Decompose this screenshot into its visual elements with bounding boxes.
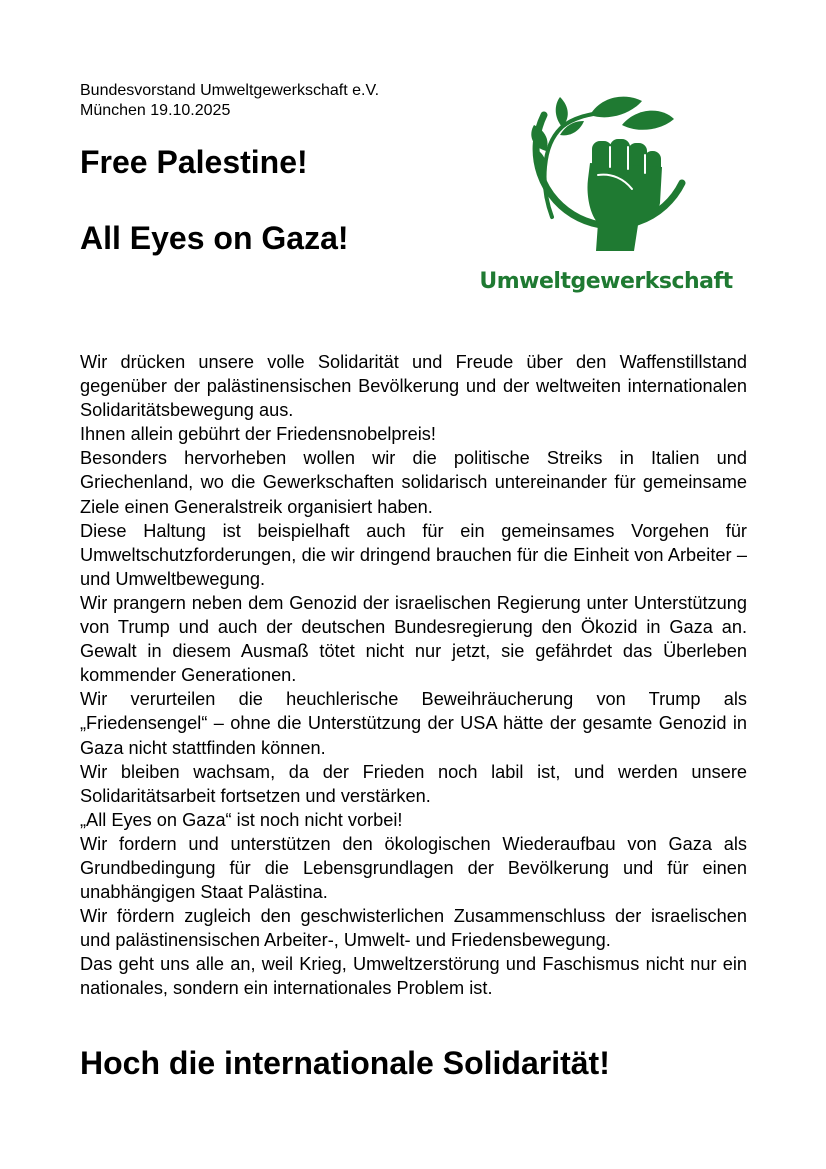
statement-body xyxy=(80,350,747,1001)
paragraph: „All Eyes on Gaza“ ist noch nicht vorbei! xyxy=(80,809,403,830)
paragraph: Besonders hervorheben wollen wir die politische Streiks in Italien und Griechenland, wo die Gewerkschaften solidarisch untereinander für gemeinsame Ziele einen Generalstreik organisiert haben. xyxy=(80,448,747,517)
paragraph: Wir fördern zugleich den geschwisterlichen Zusammenschluss der israelischen und palästinensischen Arbeiter-, Umwelt- und Friedensbewegung. xyxy=(80,906,747,951)
raised-fist-with-leaves-icon xyxy=(462,75,750,270)
paragraph: Wir fordern und unterstützen den ökologischen Wiederaufbau von Gaza als Grundbedingung für die Lebensgrundlagen der Bevölkerung und für einen unabhängigen Staat Palästina. xyxy=(80,833,747,903)
paragraph: Wir bleiben wachsam, da der Frieden noch labil ist, und werden unsere Solidaritätsarbeit fortsetzen und verstärken. xyxy=(80,761,747,806)
logo-text: Umweltgewerkschaft xyxy=(479,269,733,294)
paragraph: Wir prangern neben dem Genozid der israelischen Regierung unter Unterstützung von Trump und auch der deutschen Bundesregierung den Ökozid in Gaza an. Gewalt in diesem Ausmaß tötet nicht nur jetzt, sie gefährdet das Überleben kommender Generationen. xyxy=(80,592,747,686)
paragraph: Wir verurteilen die heuchlerische Beweihräucherung von Trump als „Friedensengel“ – ohne die Unterstützung der USA hätte der gesamte Genozid in Gaza nicht stattfinden können. xyxy=(80,689,747,758)
paragraph: Diese Haltung ist beispielhaft auch für ein gemeinsames Vorgehen für Umweltschutzforderungen, die wir dringend brauchen für die Einheit von Arbeiter – und Umweltbewegung. xyxy=(80,520,747,589)
organization-name: Bundesvorstand Umweltgewerkschaft e.V. xyxy=(80,82,380,99)
paragraph: Wir drücken unsere volle Solidarität und Freude über den Waffenstillstand gegenüber der palästinensischen Bevölkerung und der weltweiten internationalen Solidaritätsbewegung aus. xyxy=(80,352,747,421)
paragraph: Das geht uns alle an, weil Krieg, Umweltzerstörung und Faschismus nicht nur ein nationales, sondern ein internationales Problem ist. xyxy=(80,954,747,999)
paragraph: Ihnen allein gebührt der Friedensnobelpreis! xyxy=(80,424,436,445)
headline-all-eyes-on-gaza: All Eyes on Gaza! xyxy=(80,220,349,256)
headline-free-palestine: Free Palestine! xyxy=(80,144,308,180)
place-date: München 19.10.2025 xyxy=(80,102,231,119)
organization-logo xyxy=(462,75,750,323)
closing-slogan: Hoch die internationale Solidarität! xyxy=(80,1045,610,1081)
